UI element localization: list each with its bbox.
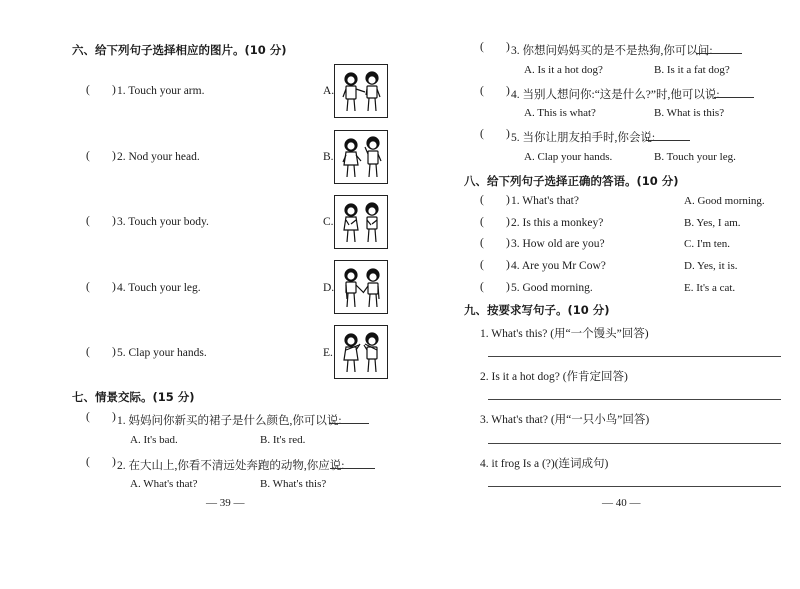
question-text: 2. 在大山上,你看不清远处奔跑的动物,你应说: bbox=[117, 460, 345, 472]
option-a: A. Clap your hands. bbox=[524, 151, 613, 163]
answer-line-4[interactable] bbox=[488, 486, 781, 487]
question-text: 1. What's that? bbox=[511, 195, 579, 207]
question-text: 5. Clap your hands. bbox=[117, 347, 207, 359]
answer-paren-close[interactable]: ) bbox=[112, 456, 116, 468]
page-number: — 40 — bbox=[602, 497, 641, 509]
answer-paren-close[interactable]: ) bbox=[506, 41, 510, 53]
option-a: A. This is what? bbox=[524, 107, 596, 119]
answer-paren-open: ( bbox=[480, 281, 484, 293]
answer-line-3[interactable] bbox=[488, 443, 781, 444]
answer-paren-close[interactable]: ) bbox=[506, 237, 510, 249]
question-text: 5. Good morning. bbox=[511, 282, 593, 294]
answer-paren-close[interactable]: ) bbox=[112, 411, 116, 423]
answer-paren-close[interactable]: ) bbox=[506, 281, 510, 293]
answer-option: D. Yes, it is. bbox=[684, 260, 738, 272]
answer-paren-open: ( bbox=[86, 346, 90, 358]
answer-paren-open: ( bbox=[86, 215, 90, 227]
picture-label: A. bbox=[323, 85, 335, 97]
page-number: — 39 — bbox=[206, 497, 245, 509]
answer-paren-close[interactable]: ) bbox=[112, 150, 116, 162]
answer-paren-open: ( bbox=[480, 194, 484, 206]
writing-question-1: 1. What's this? (用“一个馒头”回答) bbox=[480, 328, 649, 340]
answer-paren-close[interactable]: ) bbox=[506, 216, 510, 228]
answer-paren-open: ( bbox=[86, 150, 90, 162]
answer-paren-open: ( bbox=[86, 411, 90, 423]
writing-question-2: 2. Is it a hot dog? (作肯定回答) bbox=[480, 371, 628, 383]
answer-blank[interactable] bbox=[329, 411, 369, 424]
question-text: 4. 当别人想问你:“这是什么?”时,他可以说: bbox=[511, 89, 720, 101]
answer-paren-close[interactable]: ) bbox=[506, 85, 510, 97]
question-text: 4. Touch your leg. bbox=[117, 282, 201, 294]
answer-option: C. I'm ten. bbox=[684, 238, 730, 250]
answer-paren-open: ( bbox=[480, 85, 484, 97]
answer-blank[interactable] bbox=[714, 85, 754, 98]
question-text: 3. Touch your body. bbox=[117, 216, 209, 228]
answer-paren-close[interactable]: ) bbox=[506, 259, 510, 271]
answer-paren-open: ( bbox=[480, 128, 484, 140]
two-kids-touch-arm-icon bbox=[334, 64, 388, 118]
section-6-title: 六、给下列句子选择相应的图片。(10 分) bbox=[72, 43, 287, 57]
answer-blank[interactable] bbox=[646, 128, 690, 141]
answer-paren-open: ( bbox=[86, 456, 90, 468]
answer-paren-close[interactable]: ) bbox=[112, 215, 116, 227]
question-text: 4. Are you Mr Cow? bbox=[511, 260, 606, 272]
answer-paren-open: ( bbox=[480, 237, 484, 249]
answer-paren-close[interactable]: ) bbox=[112, 346, 116, 358]
question-text: 2. Nod your head. bbox=[117, 151, 200, 163]
two-kids-touch-body-icon bbox=[334, 195, 388, 249]
question-text: 1. Touch your arm. bbox=[117, 85, 205, 97]
option-b: B. Touch your leg. bbox=[654, 151, 736, 163]
answer-option: B. Yes, I am. bbox=[684, 217, 741, 229]
answer-paren-close[interactable]: ) bbox=[506, 128, 510, 140]
answer-paren-open: ( bbox=[86, 84, 90, 96]
two-kids-touch-leg-icon bbox=[334, 260, 388, 314]
question-text: 2. Is this a monkey? bbox=[511, 217, 604, 229]
option-a: A. What's that? bbox=[130, 478, 198, 490]
picture-label: B. bbox=[323, 151, 334, 163]
answer-paren-close[interactable]: ) bbox=[112, 281, 116, 293]
question-text: 5. 当你让朋友拍手时,你会说: bbox=[511, 132, 656, 144]
answer-paren-close[interactable]: ) bbox=[112, 84, 116, 96]
option-a: A. Is it a hot dog? bbox=[524, 64, 603, 76]
option-b: B. It's red. bbox=[260, 434, 306, 446]
section-7-title: 七、情景交际。(15 分) bbox=[72, 390, 195, 404]
answer-paren-open: ( bbox=[86, 281, 90, 293]
two-kids-nod-head-icon bbox=[334, 130, 388, 184]
answer-blank[interactable] bbox=[330, 456, 375, 469]
option-b: B. What is this? bbox=[654, 107, 725, 119]
question-text: 3. 你想问妈妈买的是不是热狗,你可以问: bbox=[511, 45, 713, 57]
writing-question-3: 3. What's that? (用“一只小鸟”回答) bbox=[480, 414, 650, 426]
answer-option: E. It's a cat. bbox=[684, 282, 736, 294]
picture-label: E. bbox=[323, 347, 333, 359]
option-b: B. What's this? bbox=[260, 478, 327, 490]
two-kids-clap-hands-icon bbox=[334, 325, 388, 379]
writing-question-4: 4. it frog Is a (?)(连词成句) bbox=[480, 458, 609, 470]
answer-line-1[interactable] bbox=[488, 356, 781, 357]
answer-paren-open: ( bbox=[480, 259, 484, 271]
picture-label: D. bbox=[323, 282, 335, 294]
answer-blank[interactable] bbox=[696, 41, 742, 54]
answer-option: A. Good morning. bbox=[684, 195, 765, 207]
answer-paren-open: ( bbox=[480, 216, 484, 228]
answer-paren-open: ( bbox=[480, 41, 484, 53]
option-a: A. It's bad. bbox=[130, 434, 178, 446]
answer-line-2[interactable] bbox=[488, 399, 781, 400]
right-page bbox=[400, 0, 800, 589]
question-text: 3. How old are you? bbox=[511, 238, 605, 250]
section-8-title: 八、给下列句子选择正确的答语。(10 分) bbox=[464, 174, 679, 188]
option-b: B. Is it a fat dog? bbox=[654, 64, 730, 76]
question-text: 1. 妈妈问你新买的裙子是什么颜色,你可以说: bbox=[117, 415, 342, 427]
answer-paren-close[interactable]: ) bbox=[506, 194, 510, 206]
section-9-title: 九、按要求写句子。(10 分) bbox=[464, 303, 610, 317]
picture-label: C. bbox=[323, 216, 334, 228]
